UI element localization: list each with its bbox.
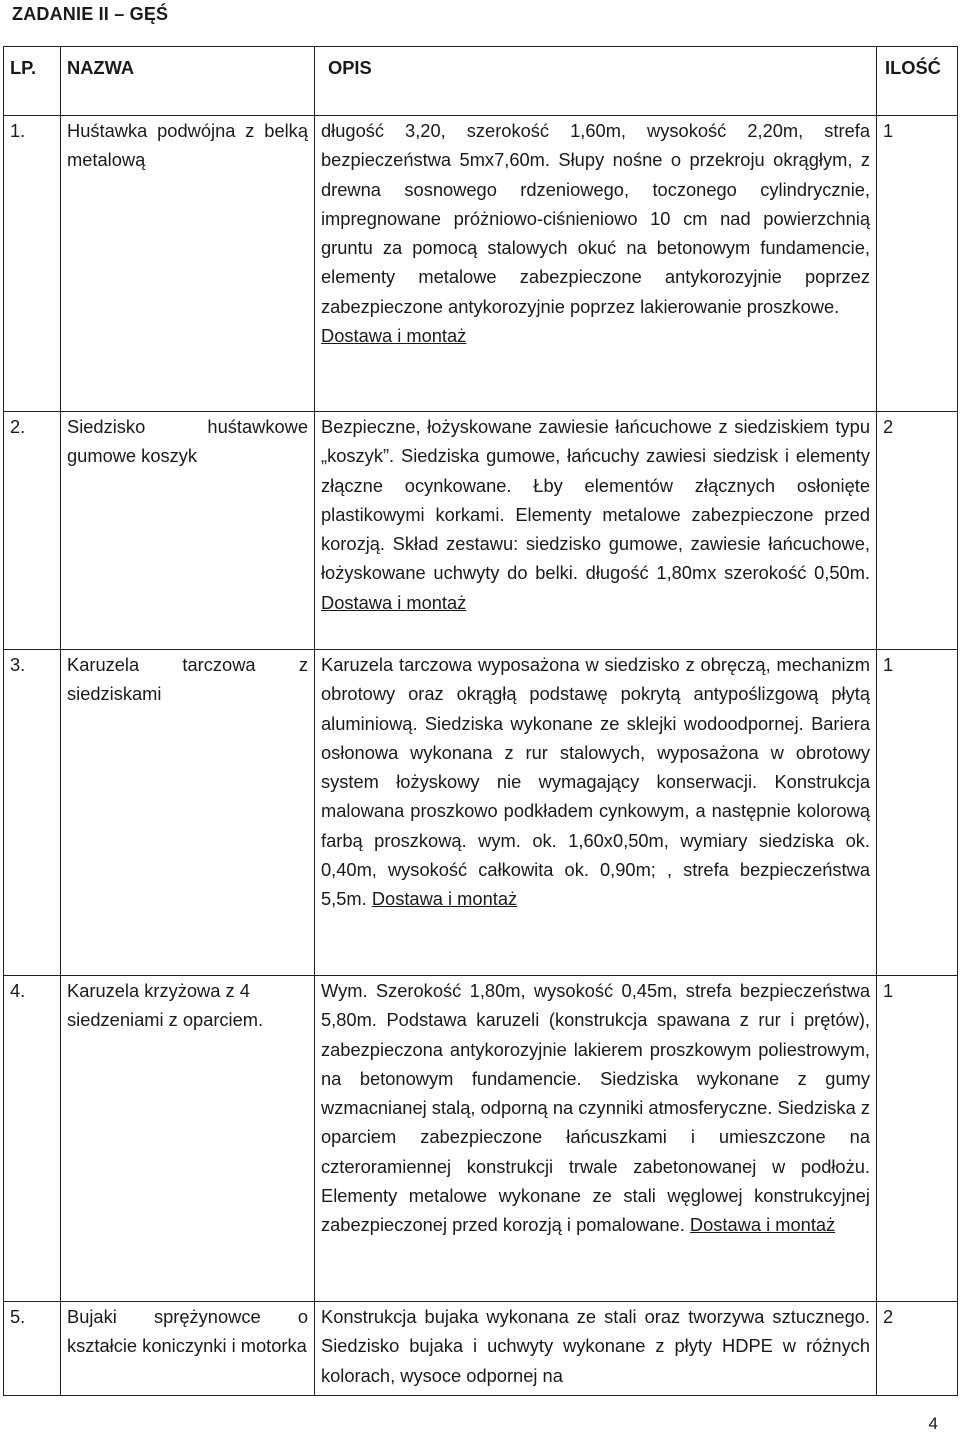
row-lp: 1.	[4, 116, 61, 412]
page-number: 4	[928, 1414, 938, 1433]
row-description-text: Konstrukcja bujaka wykonana ze stali oraz tworzywa sztucznego. Siedzisko bujaka i uchwyty wykonane z płyty HDPE w różnych kolorach, wysoce odpornej na	[321, 1306, 870, 1386]
row-qty: 1	[877, 116, 958, 412]
row-qty: 2	[877, 1302, 958, 1396]
header-desc: OPIS	[315, 47, 877, 116]
table-row	[4, 650, 958, 976]
row-description	[315, 1302, 877, 1396]
row-qty: 1	[877, 976, 958, 1302]
row-name: Karuzela tarczowa z siedziskami	[61, 650, 315, 976]
delivery-note: Dostawa i montaż	[321, 325, 467, 347]
row-qty: 1	[877, 650, 958, 976]
delivery-note: Dostawa i montaż	[689, 1214, 836, 1236]
row-description-text: Bezpieczne, łożyskowane zawiesie łańcuchowe z siedziskiem typu „koszyk”. Siedziska gumowe, łańcuchy zawiesi siedzisk i elementy złączne ocynkowane. Łby elementów złącznych osłonięte plastikowymi korkami. Elementy metalowe zabezpieczone przed korozją. Skład zestawu: siedzisko gumowe, zawiesie łańcuchowe, łożyskowane uchwyty do belki. długość 1,80mx szerokość 0,50m.	[321, 416, 870, 584]
table-row	[4, 976, 958, 1302]
table-row	[4, 412, 958, 650]
row-description-text: Wym. Szerokość 1,80m, wysokość 0,45m, strefa bezpieczeństwa 5,80m. Podstawa karuzeli (konstrukcja spawana z rur i prętów), zabezpieczona antykorozyjnie lakierem proszkowym poliestrowym, na betonowym fundamencie. Siedziska wykonane z gumy wzmacnianej stalą, odporną na czynniki atmosferyczne. Siedziska z oparciem zabezpieczone łańcuszkami i umieszczone na czteroramiennej konstrukcji trwale zabetonowanej w podłożu. Elementy metalowe wykonane ze stali węglowej konstrukcyjnej zabezpieczonej przed korozją i pomalowane.	[321, 980, 870, 1236]
table-row	[4, 116, 958, 412]
row-lp: 4.	[4, 976, 61, 1302]
row-lp: 3.	[4, 650, 61, 976]
header-name: NAZWA	[61, 47, 315, 116]
delivery-note: Dostawa i montaż	[371, 888, 518, 910]
row-name: Huśtawka podwójna z belką metalową	[61, 116, 315, 412]
row-name: Siedzisko huśtawkowe gumowe koszyk	[61, 412, 315, 650]
row-name: Karuzela krzyżowa z 4 siedzeniami z oparciem.	[61, 976, 315, 1302]
document-title: ZADANIE II – GĘŚ	[12, 4, 169, 24]
row-description	[315, 412, 877, 650]
table-row	[4, 1302, 958, 1396]
row-description-text: długość 3,20, szerokość 1,60m, wysokość 2,20m, strefa bezpieczeństwa 5mx7,60m. Słupy nośne o przekroju okrągłym, z drewna sosnowego rdzeniowego, toczonego cylindrycznie, impregnowane próżniowo-ciśnieniowo 10 cm nad powierzchnią gruntu za pomocą stalowych okuć na betonowym fundamencie, elementy metalowe zabezpieczone antykorozyjnie poprzez zabezpieczone antykorozyjnie poprzez lakierowanie proszkowe.	[321, 120, 870, 317]
header-lp: LP.	[4, 47, 61, 116]
table-header-row	[4, 47, 958, 116]
row-lp: 2.	[4, 412, 61, 650]
row-name: Bujaki sprężynowce o kształcie koniczynki i motorka	[61, 1302, 315, 1396]
row-qty: 2	[877, 412, 958, 650]
row-lp: 5.	[4, 1302, 61, 1396]
row-description	[315, 650, 877, 976]
equipment-table	[3, 46, 958, 1396]
delivery-note: Dostawa i montaż	[321, 591, 467, 613]
row-description-text: Karuzela tarczowa wyposażona w siedzisko z obręczą, mechanizm obrotowy oraz okrągłą podstawę pokrytą antypoślizgową płytą aluminiową. Siedziska wykonane ze sklejki wodoodpornej. Bariera osłonowa wykonana z rur stalowych, wyposażona w obrotowy system łożyskowy nie wymagający konserwacji. Konstrukcja malowana proszkowo podkładem cynkowym, a następnie kolorową farbą proszkową. wym. ok. 1,60x0,50m, wymiary siedziska ok. 0,40m, wysokość całkowita ok. 0,90m; , strefa bezpieczeństwa 5,5m.	[321, 654, 870, 910]
row-description	[315, 976, 877, 1302]
header-qty: ILOŚĆ	[877, 47, 958, 116]
row-description	[315, 116, 877, 412]
